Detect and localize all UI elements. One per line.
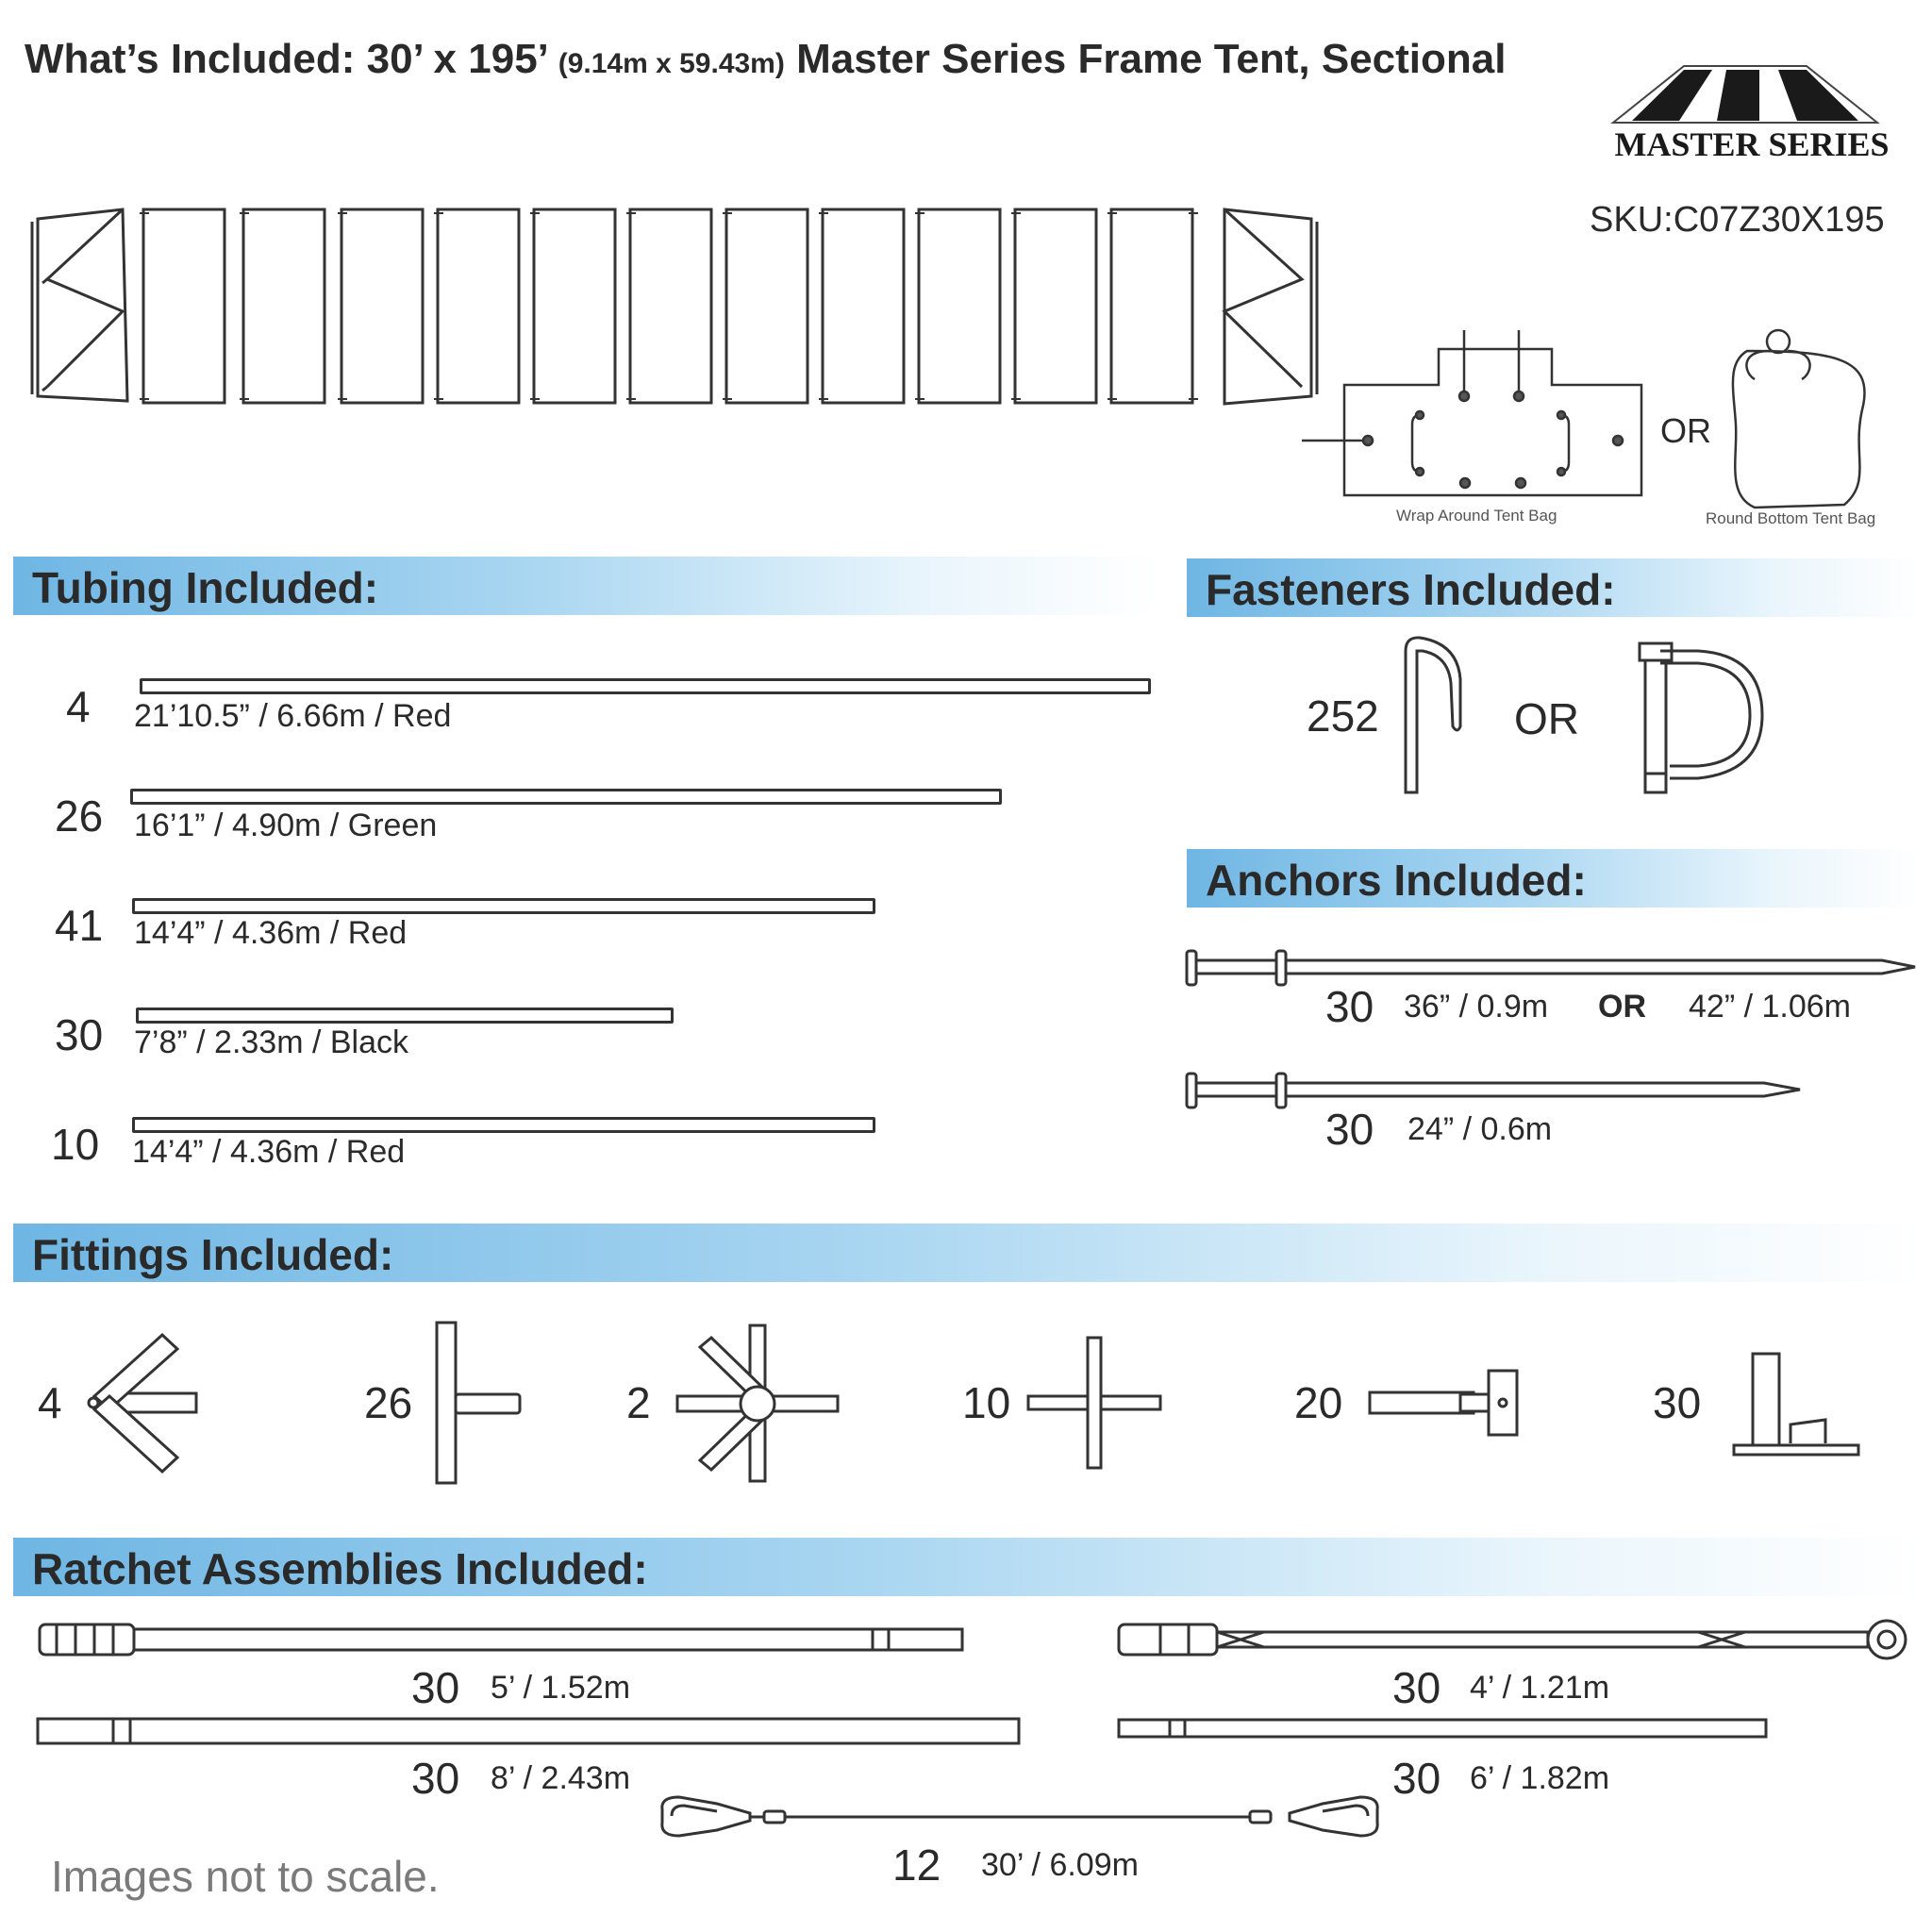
fitting-qty: 4 (38, 1378, 62, 1427)
fasteners-or-label: OR (1514, 694, 1579, 743)
round-bag-label: Round Bottom Tent Bag (1706, 509, 1876, 527)
tube-icon (132, 1117, 875, 1133)
title-prefix: What’s Included: 30’ x 195’ (25, 36, 547, 82)
anchor-label: 24” / 0.6m (1407, 1111, 1553, 1147)
page-title (25, 36, 1506, 83)
ratchet-label: 8’ / 2.43m (491, 1760, 631, 1796)
fasteners-qty: 252 (1307, 691, 1379, 741)
tubing-qty: 4 (66, 682, 91, 731)
fitting-qty: 2 (626, 1378, 651, 1427)
ratchets-heading: Ratchet Assemblies Included: (32, 1544, 648, 1593)
title-metric: (9.14m x 59.43m) (558, 48, 785, 79)
tubing-label: 7’8” / 2.33m / Black (134, 1024, 409, 1060)
wrap-bag-label: Wrap Around Tent Bag (1396, 507, 1557, 525)
ratchet-qty: 30 (411, 1754, 460, 1803)
fasteners-heading: Fasteners Included: (1206, 565, 1616, 614)
anchor-alt-label: 42” / 1.06m (1689, 989, 1851, 1024)
fittings-heading: Fittings Included: (32, 1230, 394, 1279)
ratchet-label: 6’ / 1.82m (1470, 1760, 1610, 1796)
tube-icon (132, 898, 875, 914)
tubing-label: 21’10.5” / 6.66m / Red (134, 698, 452, 734)
tube-icon (136, 1008, 674, 1024)
anchors-banner (1187, 849, 1919, 908)
fasteners-banner (1187, 558, 1919, 617)
tube-icon (130, 789, 1002, 805)
fitting-qty: 10 (962, 1378, 1011, 1427)
anchor-or-label: OR (1598, 989, 1646, 1024)
tubing-qty: 26 (55, 791, 104, 841)
fitting-qty: 20 (1294, 1378, 1343, 1427)
ratchet-qty: 30 (1392, 1663, 1441, 1712)
bag-or-label: OR (1660, 411, 1711, 450)
tubing-label: 16’1” / 4.90m / Green (134, 808, 438, 843)
ratchet-qty: 12 (892, 1840, 941, 1890)
scale-note: Images not to scale. (51, 1852, 440, 1901)
anchor-qty: 30 (1325, 982, 1374, 1031)
tube-icon (140, 678, 1151, 694)
tubing-qty: 10 (51, 1120, 100, 1169)
ratchet-qty: 30 (1392, 1754, 1441, 1803)
tubing-heading: Tubing Included: (32, 563, 379, 612)
ratchet-qty: 30 (411, 1663, 460, 1712)
ratchet-label: 30’ / 6.09m (981, 1847, 1139, 1883)
fittings-banner (13, 1224, 1919, 1282)
ratchet-label: 5’ / 1.52m (491, 1670, 631, 1706)
sku-label: SKU:C07Z30X195 (1590, 200, 1885, 240)
logo-text: MASTER SERIES (1614, 125, 1890, 163)
title-suffix: Master Series Frame Tent, Sectional (796, 36, 1507, 82)
tubing-qty: 30 (55, 1010, 104, 1059)
ratchets-banner (13, 1538, 1919, 1596)
fitting-qty: 26 (364, 1378, 413, 1427)
anchors-heading: Anchors Included: (1206, 856, 1587, 905)
ratchet-label: 4’ / 1.21m (1470, 1670, 1610, 1706)
fitting-qty: 30 (1653, 1378, 1702, 1427)
anchor-qty: 30 (1325, 1105, 1374, 1154)
tubing-label: 14’4” / 4.36m / Red (134, 915, 408, 951)
tubing-label: 14’4” / 4.36m / Red (132, 1134, 406, 1170)
tubing-qty: 41 (55, 901, 104, 950)
anchor-label: 36” / 0.9m (1404, 989, 1549, 1024)
tubing-banner (13, 557, 1155, 615)
